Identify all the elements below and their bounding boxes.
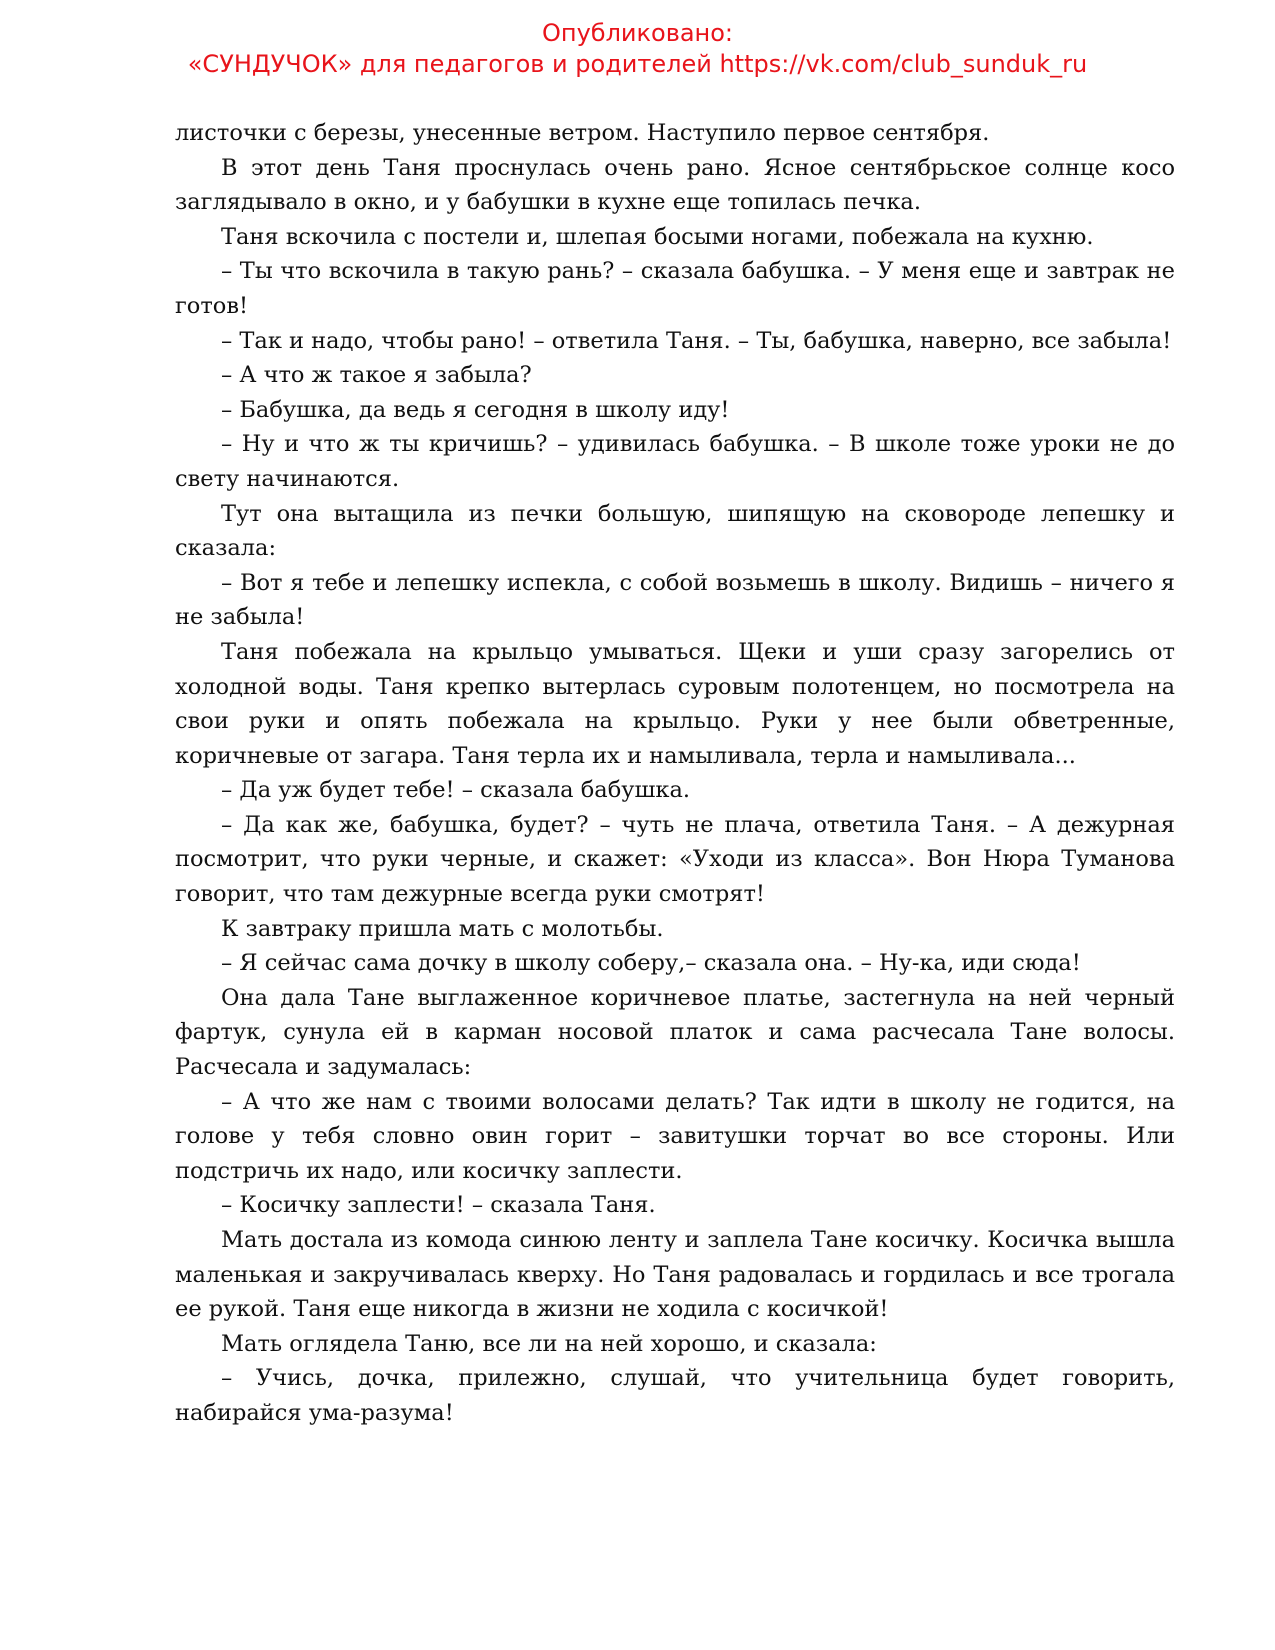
publication-banner xyxy=(0,18,1275,80)
paragraph: – Так и надо, чтобы рано! – ответила Таня. – Ты, бабушка, наверно, все забыла! xyxy=(221,327,1172,354)
paragraph: Таня побежала на крыльцо умываться. Щеки и уши сразу загорелись от холодной воды. Таня крепко вытерлась суровым полотенцем, но посмотрела на свои руки и опять побежала на крыльцо. Руки у нее были обветренные, коричневые от загара. Таня терла их и намыливала, терла и намыливала... xyxy=(175,638,1175,769)
paragraph: Мать оглядела Таню, все ли на ней хорошо, и сказала: xyxy=(221,1330,877,1357)
banner-published-label: Опубликовано: xyxy=(541,19,733,47)
paragraph: – Бабушка, да ведь я сегодня в школу иду! xyxy=(221,396,730,423)
paragraph: Мать достала из комода синюю ленту и заплела Тане косичку. Косичка вышла маленькая и закручивалась кверху. Но Таня радовалась и гордилась и все трогала ее рукой. Таня еще никогда в жизни не ходила с косичкой! xyxy=(175,1227,1175,1323)
paragraph: – Да как же, бабушка, будет? – чуть не плача, ответила Таня. – А дежурная посмотрит, что руки черные, и скажет: «Уходи из класса». Вон Нюра Туманова говорит, что там дежурные всегда руки смотрят! xyxy=(175,811,1175,908)
paragraph: – Вот я тебе и лепешку испекла, с собой возьмешь в школу. Видишь – ничего я не забыла! xyxy=(175,569,1175,631)
paragraph: листочки с березы, унесенные ветром. Наступило первое сентября. xyxy=(175,120,990,146)
paragraph: – Я сейчас сама дочку в школу соберу,– сказала она. – Ну-ка, иди сюда! xyxy=(221,950,1081,977)
paragraph: – Ну и что ж ты кричишь? – удивилась бабушка. – В школе тоже уроки не до свету начинаются. xyxy=(175,431,1175,492)
paragraph: – А что ж такое я забыла? xyxy=(221,362,532,389)
story-text xyxy=(175,116,1175,1431)
paragraph: Таня вскочила с постели и, шлепая босыми ногами, побежала на кухню. xyxy=(221,223,1094,250)
paragraph: Тут она вытащила из печки большую, шипящую на сковороде лепешку и сказала: xyxy=(175,500,1175,562)
paragraph: В этот день Таня проснулась очень рано. Ясное сентябрьское солнце косо заглядывало в окно, и у бабушки в кухне еще топилась печка. xyxy=(175,154,1175,216)
paragraph: – Косичку заплести! – сказала Таня. xyxy=(221,1192,656,1219)
paragraph: Она дала Тане выглаженное коричневое платье, застегнула на ней черный фартук, сунула ей в карман носовой платок и сама расчесала Тане волосы. Расчесала и задумалась: xyxy=(175,984,1175,1081)
banner-source-line: «СУНДУЧОК» для педагогов и родителей https://vk.com/club_sunduk_ru xyxy=(187,50,1088,78)
paragraph: – А что же нам с твоими волосами делать? Так идти в школу не годится, на голове у тебя словно овин горит – завитушки торчат во все стороны. Или подстричь их надо, или косичку заплести. xyxy=(175,1088,1175,1184)
paragraph: К завтраку пришла мать с молотьбы. xyxy=(221,915,664,942)
paragraph: – Учись, дочка, прилежно, слушай, что учительница будет говорить, набирайся ума-разума! xyxy=(175,1365,1175,1426)
paragraph: – Ты что вскочила в такую рань? – сказала бабушка. – У меня еще и завтрак не готов! xyxy=(175,258,1175,319)
paragraph: – Да уж будет тебе! – сказала бабушка. xyxy=(221,777,691,804)
